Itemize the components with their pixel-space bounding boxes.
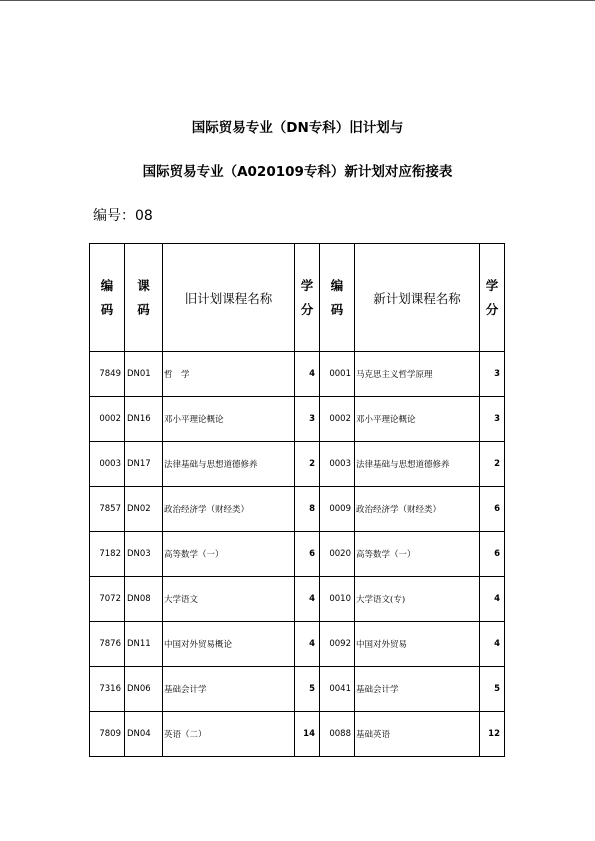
new-credit-cell: 3 [480, 397, 505, 442]
old-credit-cell: 4 [295, 622, 320, 667]
header-old-credit: 学 分 [295, 244, 320, 352]
new-credit-cell: 6 [480, 487, 505, 532]
new-credit-cell: 4 [480, 577, 505, 622]
old-credit-cell: 5 [295, 667, 320, 712]
old-code-cell: 7316 [90, 667, 125, 712]
page-title-line-2: 国际贸易专业（A020109专科）新计划对应衔接表 [142, 164, 453, 180]
table-row [90, 352, 505, 397]
old-credit-cell: 4 [295, 352, 320, 397]
document-number: 编号：08 [93, 208, 153, 224]
old-credit-cell: 2 [295, 442, 320, 487]
old-code-cell: 7072 [90, 577, 125, 622]
new-code-cell: 0041 [320, 667, 355, 712]
new-credit-cell: 4 [480, 622, 505, 667]
table-header-row [90, 244, 505, 352]
new-name-cell: 大学语文(专) [355, 577, 480, 622]
header-new-code: 编 码 [320, 244, 355, 352]
table-row [90, 577, 505, 622]
old-name-cell: 大学语文 [163, 577, 295, 622]
old-name-cell: 高等数学（一） [163, 532, 295, 577]
old-name-cell: 基础会计学 [163, 667, 295, 712]
new-code-cell: 0003 [320, 442, 355, 487]
old-name-cell: 法律基础与思想道德修养 [163, 442, 295, 487]
new-credit-cell: 12 [480, 712, 505, 757]
header-old-course-name: 旧计划课程名称 [163, 244, 295, 352]
new-code-cell: 0010 [320, 577, 355, 622]
table-row [90, 442, 505, 487]
header-old-code: 编 码 [90, 244, 125, 352]
old-code-cell: 0003 [90, 442, 125, 487]
course-code-cell: DN16 [125, 397, 163, 442]
header-course-code: 课 码 [125, 244, 163, 352]
new-code-cell: 0001 [320, 352, 355, 397]
course-code-cell: DN06 [125, 667, 163, 712]
new-name-cell: 高等数学（一） [355, 532, 480, 577]
course-code-cell: DN08 [125, 577, 163, 622]
table-row [90, 667, 505, 712]
old-code-cell: 0002 [90, 397, 125, 442]
old-credit-cell: 3 [295, 397, 320, 442]
old-name-cell: 邓小平理论概论 [163, 397, 295, 442]
table-row [90, 532, 505, 577]
old-code-cell: 7182 [90, 532, 125, 577]
course-mapping-table [89, 243, 505, 757]
new-credit-cell: 3 [480, 352, 505, 397]
old-name-cell: 政治经济学（财经类） [163, 487, 295, 532]
new-credit-cell: 6 [480, 532, 505, 577]
new-credit-cell: 2 [480, 442, 505, 487]
old-credit-cell: 4 [295, 577, 320, 622]
course-code-cell: DN17 [125, 442, 163, 487]
page-top-border [0, 0, 595, 1]
old-name-cell: 英语（二） [163, 712, 295, 757]
new-name-cell: 政治经济学（财经类） [355, 487, 480, 532]
course-code-cell: DN01 [125, 352, 163, 397]
new-credit-cell: 5 [480, 667, 505, 712]
new-name-cell: 基础会计学 [355, 667, 480, 712]
new-name-cell: 中国对外贸易 [355, 622, 480, 667]
table-row [90, 397, 505, 442]
old-name-cell: 中国对外贸易概论 [163, 622, 295, 667]
course-code-cell: DN03 [125, 532, 163, 577]
old-credit-cell: 6 [295, 532, 320, 577]
new-code-cell: 0009 [320, 487, 355, 532]
new-code-cell: 0088 [320, 712, 355, 757]
old-credit-cell: 8 [295, 487, 320, 532]
new-name-cell: 邓小平理论概论 [355, 397, 480, 442]
old-code-cell: 7876 [90, 622, 125, 667]
course-code-cell: DN04 [125, 712, 163, 757]
old-code-cell: 7857 [90, 487, 125, 532]
new-code-cell: 0002 [320, 397, 355, 442]
table-row [90, 622, 505, 667]
old-credit-cell: 14 [295, 712, 320, 757]
old-code-cell: 7809 [90, 712, 125, 757]
new-name-cell: 法律基础与思想道德修养 [355, 442, 480, 487]
new-name-cell: 马克思主义哲学原理 [355, 352, 480, 397]
header-new-credit: 学 分 [480, 244, 505, 352]
new-code-cell: 0020 [320, 532, 355, 577]
page-title-line-1: 国际贸易专业（DN专科）旧计划与 [191, 120, 404, 136]
new-name-cell: 基础英语 [355, 712, 480, 757]
new-code-cell: 0092 [320, 622, 355, 667]
old-code-cell: 7849 [90, 352, 125, 397]
course-code-cell: DN02 [125, 487, 163, 532]
old-name-cell: 哲 学 [163, 352, 295, 397]
table-row [90, 712, 505, 757]
table-row [90, 487, 505, 532]
header-new-course-name: 新计划课程名称 [355, 244, 480, 352]
course-code-cell: DN11 [125, 622, 163, 667]
